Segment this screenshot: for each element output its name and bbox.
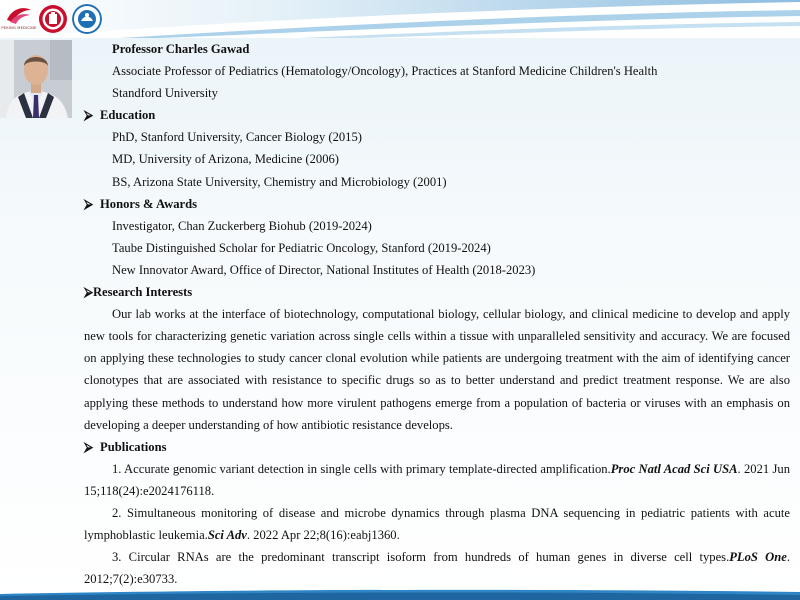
honors-item: Investigator, Chan Zuckerberg Biohub (2019-2024) [112,218,372,233]
publication-journal: Proc Natl Acad Sci USA [610,461,738,476]
blue-seal-logo-icon [72,4,102,34]
publications-heading [84,436,790,458]
publication-title: 2. Simultaneous monitoring of disease and microbe dynamics through plasma DNA sequencing in pediatric patients with acute lymphoblastic leukemia. [84,505,790,543]
publication-item [84,458,790,502]
institution-logos [1,2,102,36]
education-heading-label: Education [100,108,156,123]
peking-logo-icon [4,4,34,26]
bullet-arrow-icon: ⮚ [84,196,93,211]
publication-journal: Sci Adv [207,528,247,543]
education-item: BS, Arizona State University, Chemistry and Microbiology (2001) [112,174,447,189]
publications-heading-label: Publications [100,439,167,454]
honors-item: New Innovator Award, Office of Director, National Institutes of Health (2018-2023) [112,262,536,277]
publication-journal: PLoS One [729,550,787,565]
bullet-arrow-icon: ⮚ [84,285,93,300]
profile-content [84,38,790,590]
research-heading [84,281,790,303]
education-heading [84,104,790,126]
bullet-arrow-icon: ⮚ [84,439,93,454]
publication-title: 3. Circular RNAs are the predominant transcript isoform from hundreds of human genes in diverse cell types. [112,550,730,565]
peking-medicine-logo [1,4,37,34]
research-paragraph: Our lab works at the interface of biotechnology, computational biology, cellular biology, and clinical medicine to develop and apply new tools for characterizing genetic variation across single cells within a tissue with unparalleled sensitivity and accuracy. We are focused on applying these technologies to study cancer clonal evolution while patients are undergoing treatment with the aim of identifying cancer clonotypes that are associated with resistance to specific drugs so as to better understand and predict treatment response. We are also applying these methods to understand how more virulent pathogens emerge from a population of bacteria or viruses with an emphasis on developing a deeper understanding of how antibiotic resistance develops. [84,307,790,432]
honors-item: Taube Distinguished Scholar for Pediatric Oncology, Stanford (2019-2024) [112,240,491,255]
bullet-arrow-icon: ⮚ [84,108,93,123]
publication-item [84,546,790,590]
education-item: PhD, Stanford University, Cancer Biology (2015) [112,130,362,145]
header-wave-graphic [0,0,800,38]
footer-wave-graphic [0,586,800,600]
publication-citation: . 2012;7(2):e30733. [84,550,790,587]
education-item: MD, University of Arizona, Medicine (2006) [112,152,339,167]
publication-citation: . 2021 Jun 15;118(24):e2024176118. [84,461,790,498]
publication-item [84,502,790,546]
research-heading-label: Research Interests [92,285,193,300]
publication-citation: . 2022 Apr 22;8(16):eabj1360. [246,528,400,543]
header-band [0,0,800,38]
portrait-image [0,40,72,118]
profile-photo [0,40,72,118]
professor-affiliation: Standford University [112,86,218,101]
publication-title: 1. Accurate genomic variant detection in single cells with primary template-directed amplification. [112,461,611,476]
honors-heading-label: Honors & Awards [100,196,198,211]
professor-name: Professor Charles Gawad [112,42,250,56]
professor-title: Associate Professor of Pediatrics (Hematology/Oncology), Practices at Stanford Medicine Children's Health [112,64,658,79]
peking-logo-caption: PEKING MEDICINE [1,26,37,30]
red-seal-logo-icon [38,4,68,34]
honors-heading [84,193,790,215]
